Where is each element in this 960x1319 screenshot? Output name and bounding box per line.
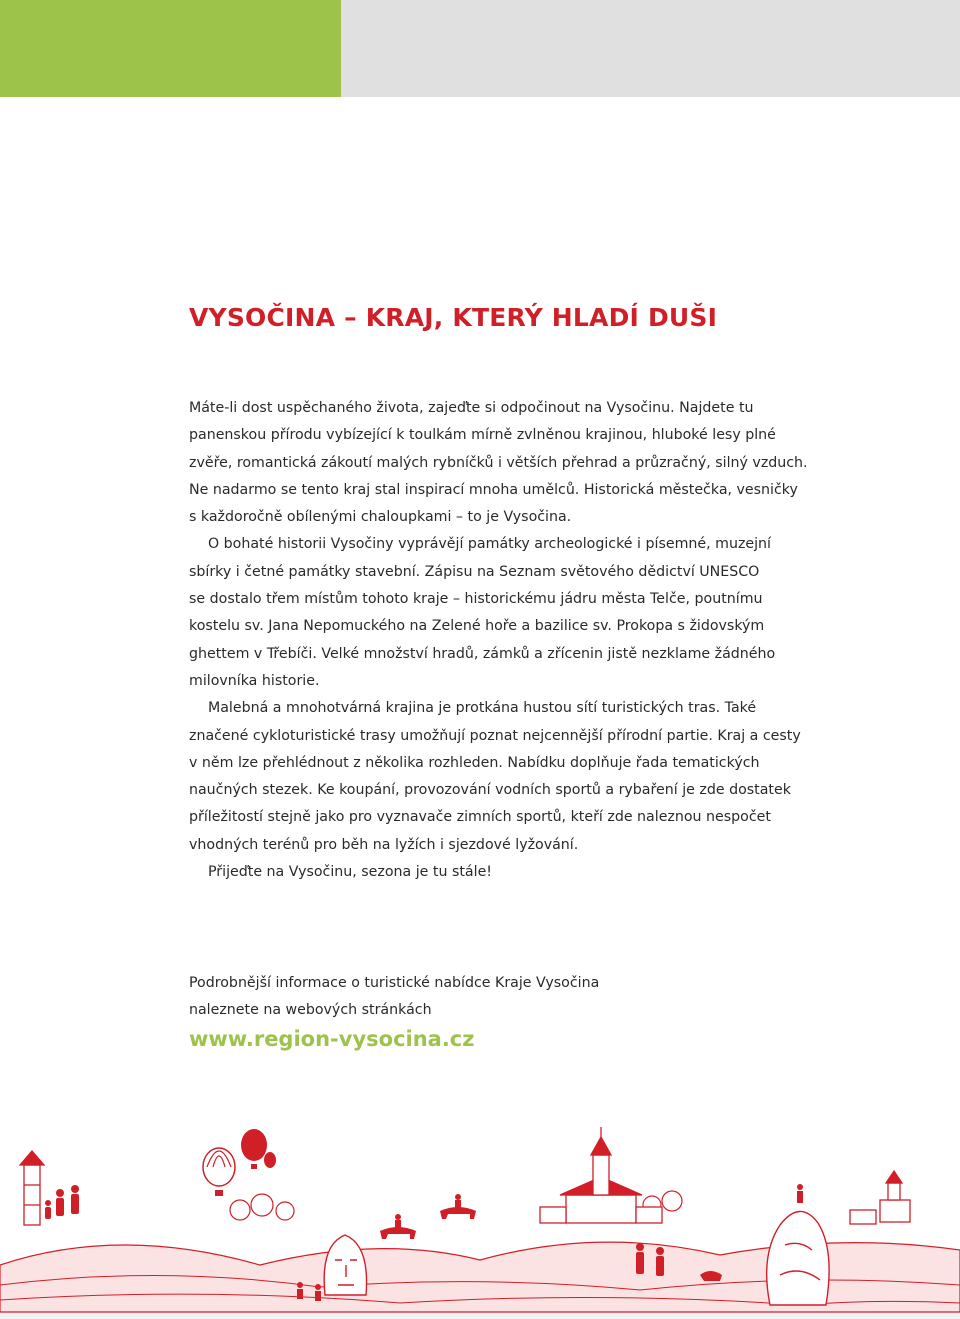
header-green-bar — [0, 0, 341, 97]
paragraph-line: sbírky i četné památky stavební. Zápisu na Seznam světového dědictví UNESCO — [189, 563, 760, 580]
horse-rider-icon — [380, 1214, 416, 1239]
info-block — [189, 970, 789, 1051]
paragraph-line: milovníka historie. — [189, 672, 320, 689]
paragraph-line: panenskou přírodu vybízející k toulkám mírně zvlněnou krajinou, hluboké lesy plné — [189, 427, 776, 444]
body-text — [189, 395, 808, 886]
paragraph-line: Malebná a mnohotvárná krajina je protkána hustou sítí turistických tras. Také — [208, 700, 757, 717]
ground-strip — [0, 1312, 960, 1319]
paragraph-line: kostelu sv. Jana Nepomuckého na Zelené hoře a bazilice sv. Prokopa s židovským — [189, 618, 765, 635]
paragraph-line: Přijeďte na Vysočinu, sezona je tu stále! — [208, 864, 492, 881]
info-line-1: Podrobnější informace o turistické nabídce Kraje Vysočina — [189, 975, 600, 991]
page-title: VYSOČINA – KRAJ, KTERÝ HLADÍ DUŠI — [189, 303, 718, 332]
hot-air-balloon-icon — [203, 1129, 276, 1196]
header-grey-bar — [341, 0, 960, 97]
paragraph-line: naučných stezek. Ke koupání, provozování vodních sportů a rybaření je zde dostatek — [189, 782, 791, 799]
people-icon — [45, 1185, 79, 1219]
horse-rider-icon — [440, 1194, 476, 1219]
paragraph-line: s každoročně obílenými chaloupkami – to je Vysočina. — [189, 509, 572, 526]
paragraph-line: se dostalo třem místům tohoto kraje – historickému jádru města Telče, poutnímu — [189, 591, 763, 608]
paragraph-line: zvěře, romantická zákoutí malých rybníčků i větších přehrad a průzračný, silný vzduch. — [189, 454, 808, 471]
paragraph-line: O bohaté historii Vysočiny vyprávějí památky archeologické i písemné, muzejní — [208, 536, 771, 553]
info-line-2: naleznete na webových stránkách — [189, 1002, 432, 1019]
paragraph-line: v něm lze přehlédnout z několika rozhleden. Nabídku doplňuje řada tematických — [189, 754, 760, 771]
paragraph-line: vhodných terénů pro běh na lyžích i sjezdové lyžování. — [189, 836, 579, 853]
website-link[interactable]: www.region-vysocina.cz — [189, 1026, 475, 1051]
landscape-illustration — [0, 1115, 960, 1319]
paragraph-line: značené cykloturistické trasy umožňují poznat nejcennější přírodní partie. Kraj a cesty — [189, 727, 801, 744]
paragraph-line: příležitostí stejně jako pro vyznavače zimních sportů, kteří zde naleznou nespočet — [189, 809, 771, 826]
stone-face-icon — [324, 1235, 366, 1295]
rock-formation-icon — [767, 1211, 829, 1305]
paragraph-line: Ne nadarmo se tento kraj stal inspirací mnoha umělců. Historická městečka, vesničky — [189, 481, 798, 498]
church-icon — [540, 1127, 662, 1223]
paragraph-line: Máte-li dost uspěchaného života, zajeďte si odpočinout na Vysočinu. Najdete tu — [189, 400, 754, 416]
castle-icon — [850, 1171, 910, 1224]
lookout-tower-icon — [20, 1151, 44, 1225]
paragraph-line: ghettem v Třebíči. Velké množství hradů, zámků a zřícenin jistě nezklame žádného — [189, 645, 776, 662]
